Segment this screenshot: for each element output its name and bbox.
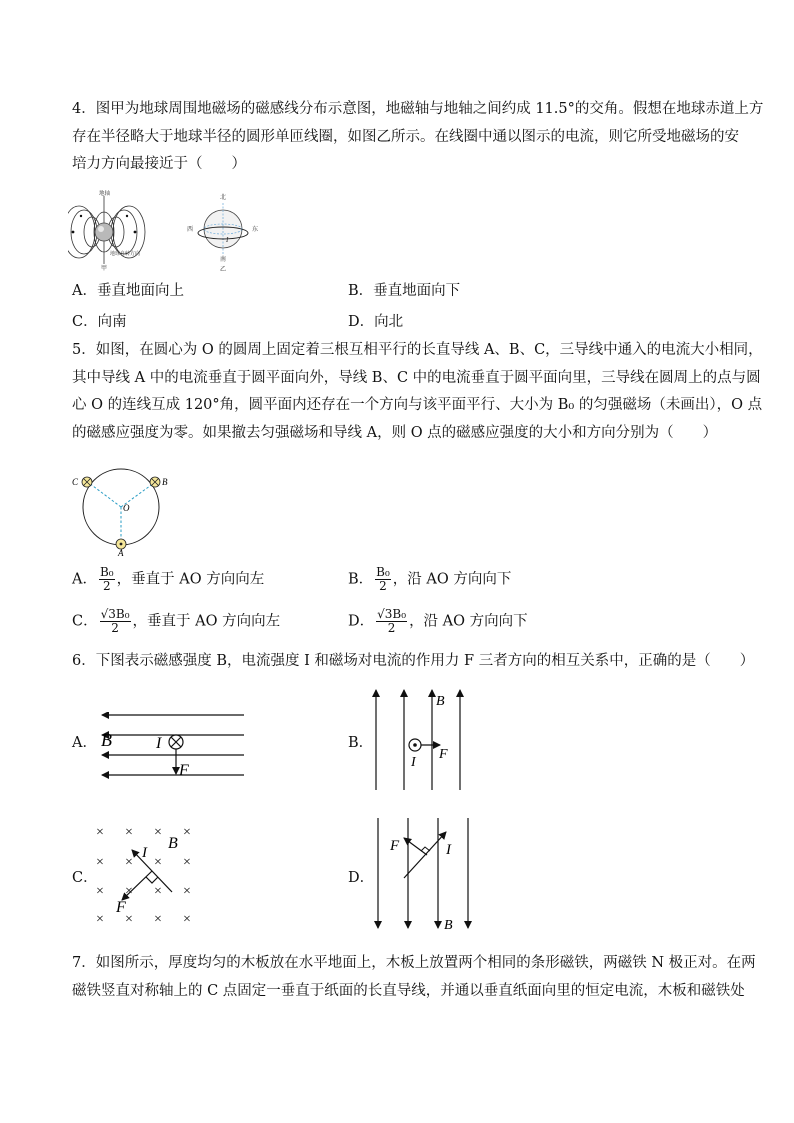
q4-option-d[interactable]: D．向北	[348, 314, 404, 330]
q6-option-d-figure[interactable]	[370, 816, 476, 932]
q6-option-b-figure[interactable]	[370, 686, 470, 792]
svg-text:×: ×	[96, 855, 104, 870]
q5-line-3: 心 O 的连线互成 120°角，圆平面内还存在一个方向与该平面平行、大小为 B₀ 的匀强磁场（未画出），O 点	[72, 397, 763, 413]
q6c-label-b: B	[168, 835, 178, 852]
svg-text:×: ×	[183, 825, 191, 840]
q6-line-1: 6．下图表示磁感强度 B，电流强度 I 和磁场对电流的作用力 F 三者方向的相互关系中，正确的是（ ）	[72, 653, 755, 669]
q5-option-b-prefix: B．	[348, 571, 374, 588]
q7-line-2: 磁铁竖直对称轴上的 C 点固定一垂直于纸面的长直导线，并通以垂直纸面向里的恒定电流，木板和磁铁处	[72, 982, 745, 999]
fig-yi-west: 西	[187, 227, 194, 233]
fig-jia-rotation-label: 地球自转方向	[110, 252, 141, 257]
frac-num: √3B₀	[377, 607, 407, 621]
svg-text:×: ×	[154, 912, 162, 924]
wire-c-into-icon	[82, 477, 92, 487]
current-into-page-icon	[169, 735, 183, 749]
wire-b-into-icon	[150, 477, 160, 487]
fig-yi-south: 南	[220, 257, 227, 263]
q5-label-a: A	[118, 548, 124, 557]
q5-option-b-text: ，沿 AO 方向向下	[392, 571, 512, 588]
q4-option-a[interactable]: A．垂直地面向上	[72, 283, 184, 299]
q5-option-c-prefix: C．	[72, 613, 98, 630]
q6a-label-i: I	[156, 735, 162, 752]
q6a-label-b: B	[101, 730, 112, 750]
q6-option-a-figure[interactable]	[96, 712, 248, 784]
q5-label-c: C	[72, 477, 79, 487]
fraction-b0-over-2	[99, 566, 115, 593]
svg-text:×: ×	[125, 884, 133, 899]
fraction-sqrt3b0-over-2	[376, 608, 407, 635]
svg-text:×: ×	[125, 825, 133, 840]
q4-line-1: 4．图甲为地球周围地磁场的磁感线分布示意图，地磁轴与地轴之间约成 11.5°的交角。假想在地球赤道上方	[72, 101, 764, 117]
q6-option-c-label[interactable]: C．	[72, 870, 98, 886]
fig-jia-caption: 甲	[101, 266, 108, 272]
q5-label-o: O	[123, 503, 130, 513]
q5-figure	[68, 465, 172, 557]
q6d-label-b: B	[444, 918, 453, 932]
q5-line-4: 的磁感应强度为零。如果撤去匀强磁场和导线 A，则 O 点的磁感应强度的大小和方向分别为（ ）	[72, 424, 718, 441]
svg-text:×: ×	[183, 884, 191, 899]
frac-num: B₀	[99, 565, 114, 579]
q7-stem	[72, 950, 756, 1005]
q5-label-b: B	[162, 477, 168, 487]
q5-stem	[72, 337, 763, 447]
svg-text:×: ×	[183, 855, 191, 870]
frac-num: B₀	[376, 565, 390, 579]
q6d-label-f: F	[390, 838, 400, 854]
q6b-label-i: I	[411, 755, 416, 770]
q5-option-a-text: ，垂直于 AO 方向向左	[116, 571, 265, 588]
fig-yi-caption: 乙	[220, 267, 227, 273]
q6-stem	[72, 648, 755, 676]
svg-text:×: ×	[96, 825, 104, 840]
fraction-b0-over-2	[375, 566, 391, 593]
svg-text:×: ×	[96, 884, 104, 899]
q5-option-d[interactable]	[348, 608, 528, 635]
q4-option-b[interactable]: B．垂直地面向下	[348, 283, 461, 299]
q6-option-c-figure[interactable]	[92, 820, 204, 924]
svg-text:×: ×	[183, 912, 191, 924]
q6c-label-f: F	[116, 899, 126, 916]
q6d-label-i: I	[446, 842, 451, 858]
q6-option-b-label[interactable]: B．	[348, 735, 374, 751]
frac-den: 2	[387, 621, 396, 635]
frac-den: 2	[379, 579, 387, 593]
frac-den: 2	[102, 579, 111, 593]
q5-line-2: 其中导线 A 中的电流垂直于圆平面向外，导线 B、C 中的电流垂直于圆平面向里，三导线在圆周上的点与圆	[72, 369, 761, 386]
fraction-sqrt3b0-over-2	[100, 608, 131, 635]
q4-line-3: 培力方向最接近于（ ）	[72, 156, 246, 172]
q7-line-1: 7．如图所示，厚度均匀的木板放在水平地面上，木板上放置两个相同的条形磁铁，两磁铁 N 极正对。在两	[72, 955, 756, 971]
current-out-of-page-icon	[409, 739, 421, 751]
q6-option-d-label[interactable]: D．	[348, 870, 375, 886]
q5-option-c[interactable]	[72, 608, 280, 635]
q5-option-a-prefix: A．	[72, 571, 97, 588]
svg-text:×: ×	[125, 912, 133, 924]
q6-option-a-label[interactable]: A．	[72, 735, 97, 751]
svg-text:×: ×	[154, 825, 162, 840]
q5-option-d-text: ，沿 AO 方向向下	[409, 613, 528, 630]
fig-yi-current: I	[226, 236, 229, 244]
q4-figure-jia	[68, 186, 158, 272]
q4-figure-yi	[186, 193, 262, 273]
frac-den: 2	[111, 621, 119, 635]
fig-yi-east: 东	[252, 227, 259, 233]
q6b-label-b: B	[436, 694, 445, 709]
svg-text:×: ×	[125, 855, 133, 870]
frac-num: √3B₀	[100, 607, 130, 621]
earth-globe	[95, 223, 113, 241]
q4-stem	[72, 96, 764, 179]
fig-jia-top-label: 地轴	[99, 191, 111, 197]
svg-text:×: ×	[154, 884, 162, 899]
q5-option-c-text: ，垂直于 AO 方向向左	[132, 613, 281, 630]
q6a-label-f: F	[179, 762, 189, 779]
svg-text:×: ×	[96, 912, 104, 924]
q5-option-b[interactable]	[348, 566, 511, 593]
q4-line-2: 存在半径略大于地球半径的圆形单匝线圈，如图乙所示。在线圈中通以图示的电流，则它所受地磁场的安	[72, 128, 739, 145]
svg-text:×: ×	[154, 855, 162, 870]
fig-yi-north: 北	[220, 195, 227, 201]
q4-option-c[interactable]: C．向南	[72, 314, 127, 330]
q6c-label-i: I	[142, 845, 147, 861]
q6b-label-f: F	[439, 747, 448, 762]
q5-option-a[interactable]	[72, 566, 264, 593]
q5-option-d-prefix: D．	[348, 613, 375, 630]
q5-line-1: 5．如图，在圆心为 O 的圆周上固定着三根互相平行的长直导线 A、B、C，三导线中通入的电流大小相同，	[72, 342, 763, 358]
